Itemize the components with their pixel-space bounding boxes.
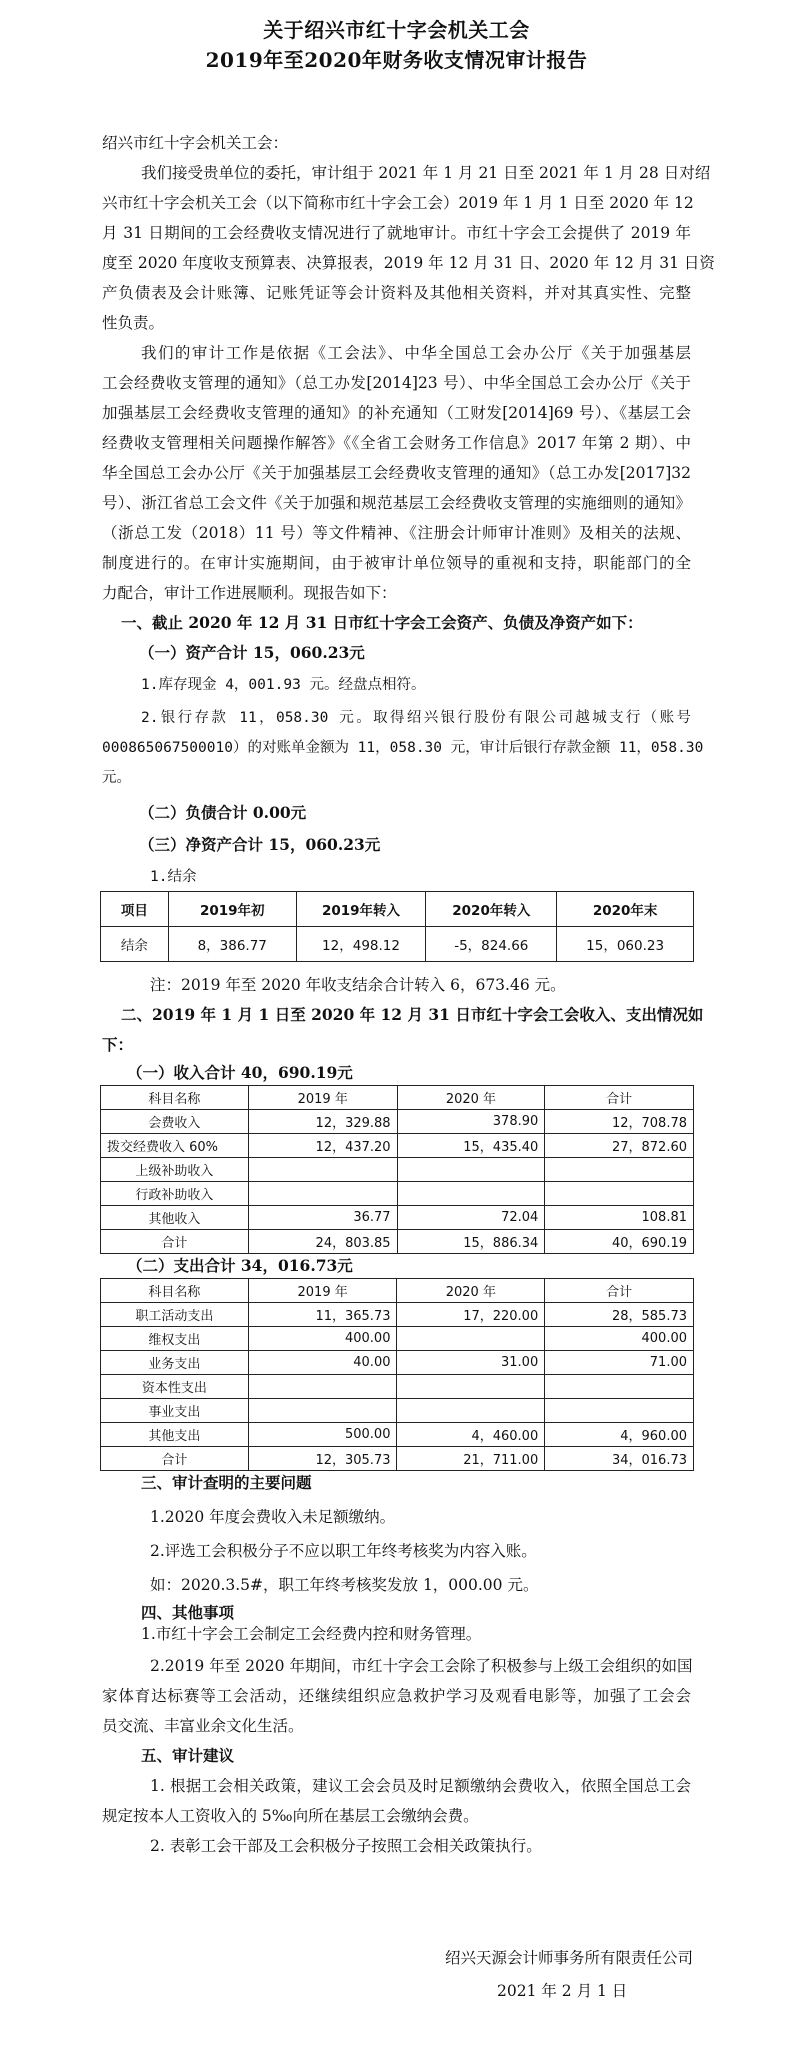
table-cell: 资本性支出 <box>101 1375 249 1399</box>
table-cell <box>545 1375 694 1399</box>
net-assets-heading: （三）净资产合计 15，060.23元 <box>139 835 381 854</box>
table-cell: 500.00 <box>248 1423 397 1447</box>
table-cell <box>397 1158 545 1182</box>
table-row <box>101 1399 694 1423</box>
section4-heading: 四、其他事项 <box>141 1603 235 1622</box>
other-item: 员交流、丰富业余文化生活。 <box>102 1717 304 1735</box>
table-row <box>101 1375 694 1399</box>
table-cell: 12，708.78 <box>545 1110 694 1134</box>
section2-heading: 二、2019 年 1 月 1 日至 2020 年 12 月 31 日市红十字会工会收入、支出情况如 <box>121 1005 704 1024</box>
table-cell: 业务支出 <box>101 1351 249 1375</box>
table-header-row <box>101 892 694 927</box>
expense-table <box>100 1278 694 1471</box>
table-row <box>101 927 694 962</box>
report-title-line2: 2019年至2020年财务收支情况审计报告 <box>205 48 588 72</box>
table-cell: 4，960.00 <box>545 1423 694 1447</box>
balance-note: 注：2019 年至 2020 年收支结余合计转入 6，673.46 元。 <box>150 976 566 994</box>
suggestion-item: 规定按本人工资收入的 5‰向所在基层工会缴纳会费。 <box>102 1807 479 1825</box>
table-row <box>101 1158 694 1182</box>
balance-table <box>100 891 694 962</box>
table-cell: 事业支出 <box>101 1399 249 1423</box>
table-cell: 其他支出 <box>101 1423 249 1447</box>
table-cell: 8，386.77 <box>168 927 296 962</box>
cash-line: 1.库存现金 4，001.93 元。经盘点相符。 <box>141 677 426 693</box>
table-cell: 会费收入 <box>101 1110 249 1134</box>
table-row <box>101 1447 694 1471</box>
table-cell <box>397 1399 545 1423</box>
table-cell: 36.77 <box>248 1206 397 1230</box>
table-cell: 行政补助收入 <box>101 1182 249 1206</box>
table-cell: 4，460.00 <box>397 1423 545 1447</box>
intro-p2-line: 加强基层工会经费收支管理的通知》的补充通知（工财发[2014]69 号）、《基层工会 <box>102 404 691 422</box>
table-row <box>101 1206 694 1230</box>
table-cell <box>545 1399 694 1423</box>
intro-p1-line: 我们接受贵单位的委托，审计组于 2021 年 1 月 21 日至 2021 年 1 月 28 日对绍 <box>141 164 711 182</box>
table-row <box>101 1134 694 1158</box>
issue-item: 2.评选工会积极分子不应以职工年终考核奖为内容入账。 <box>150 1542 537 1560</box>
table-row <box>101 1351 694 1375</box>
table-cell: 27，872.60 <box>545 1134 694 1158</box>
table-cell: 400.00 <box>545 1327 694 1351</box>
table-cell: 71.00 <box>545 1351 694 1375</box>
income-table <box>100 1085 694 1254</box>
table-cell: 72.04 <box>397 1206 545 1230</box>
table-cell <box>397 1375 545 1399</box>
table-cell <box>545 1182 694 1206</box>
table-row <box>101 1230 694 1254</box>
section3-heading: 三、审计查明的主要问题 <box>141 1473 312 1492</box>
table-cell: 40，690.19 <box>545 1230 694 1254</box>
table-header-cell: 科目名称 <box>101 1086 249 1110</box>
table-header-cell: 合计 <box>545 1279 694 1303</box>
table-cell <box>545 1158 694 1182</box>
table-header-cell: 科目名称 <box>101 1279 249 1303</box>
intro-p1-line: 性负责。 <box>102 314 165 332</box>
table-row <box>101 1110 694 1134</box>
table-cell: 职工活动支出 <box>101 1303 249 1327</box>
table-cell: 15，435.40 <box>397 1134 545 1158</box>
table-cell: 17，220.00 <box>397 1303 545 1327</box>
expense-heading: （二）支出合计 34，016.73元 <box>127 1256 353 1275</box>
table-header-cell: 2020年末 <box>557 892 694 927</box>
suggestion-item: 1. 根据工会相关政策，建议工会会员及时足额缴纳会费收入，依照全国总工会 <box>150 1777 691 1795</box>
intro-p2-line: 制度进行的。在审计实施期间，由于被审计单位领导的重视和支持，职能部门的全 <box>102 554 691 572</box>
table-cell <box>248 1375 397 1399</box>
table-cell: 108.81 <box>545 1206 694 1230</box>
intro-p2-line: （浙总工发（2018）11 号）等文件精神、《注册会计师审计准则》及相关的法规、 <box>102 524 691 542</box>
other-item: 家体育达标赛等工会活动，还继续组织应急救护学习及观看电影等，加强了工会会 <box>102 1687 691 1705</box>
table-cell <box>248 1158 397 1182</box>
intro-p1-line: 兴市红十字会机关工会（以下简称市红十字会工会）2019 年 1 月 1 日至 2020 年 12 <box>102 194 694 212</box>
table-cell: 24，803.85 <box>248 1230 397 1254</box>
table-cell: 34，016.73 <box>545 1447 694 1471</box>
table-cell: 15，886.34 <box>397 1230 545 1254</box>
report-title-line1: 关于绍兴市红十字会机关工会 <box>263 18 530 42</box>
table-cell: 12，437.20 <box>248 1134 397 1158</box>
salutation: 绍兴市红十字会机关工会： <box>102 134 289 152</box>
intro-p1-line: 度至 2020 年度收支预算表、决算报表，2019 年 12 月 31 日、2020 年 12 月 31 日资 <box>102 254 715 272</box>
table-cell: 其他收入 <box>101 1206 249 1230</box>
table-cell: -5，824.66 <box>426 927 557 962</box>
table-cell: 15，060.23 <box>557 927 694 962</box>
intro-p2-line: 经费收支管理相关问题操作解答》《《全省工会财务工作信息》2017 年第 2 期）、中 <box>102 434 691 452</box>
table-cell: 40.00 <box>248 1351 397 1375</box>
other-item: 1.市红十字会工会制定工会经费内控和财务管理。 <box>141 1625 482 1643</box>
table-cell: 维权支出 <box>101 1327 249 1351</box>
other-item: 2.2019 年至 2020 年期间，市红十字会工会除了积极参与上级工会组织的如国 <box>150 1657 693 1675</box>
table-header-cell: 2020 年 <box>397 1279 545 1303</box>
firm-name: 绍兴天源会计师事务所有限责任公司 <box>445 1949 694 1967</box>
table-cell <box>397 1327 545 1351</box>
table-header-cell: 2020 年 <box>397 1086 545 1110</box>
intro-p2-line: 我们的审计工作是依据《工会法》、中华全国总工会办公厅《关于加强基层 <box>141 344 691 362</box>
table-header-cell: 2019年初 <box>168 892 296 927</box>
table-header-cell: 项目 <box>101 892 169 927</box>
liabilities-heading: （二）负债合计 0.00元 <box>139 803 307 822</box>
section1-heading: 一、截止 2020 年 12 月 31 日市红十字会工会资产、负债及净资产如下： <box>121 613 643 632</box>
table-row <box>101 1303 694 1327</box>
table-header-cell: 2020年转入 <box>426 892 557 927</box>
table-header-cell: 2019 年 <box>248 1086 397 1110</box>
table-header-cell: 合计 <box>545 1086 694 1110</box>
intro-p2-line: 力配合，审计工作进展顺利。现报告如下： <box>102 584 397 602</box>
table-cell <box>248 1182 397 1206</box>
table-cell: 合计 <box>101 1447 249 1471</box>
intro-p1-line: 产负债表及会计账簿、记账凭证等会计资料及其他相关资料，并对其真实性、完整 <box>102 284 691 302</box>
intro-p2-line: 号）、浙江省总工会文件《关于加强和规范基层工会经费收支管理的实施细则的通知》 <box>102 494 691 512</box>
table-header-cell: 2019 年 <box>248 1279 397 1303</box>
table-cell <box>397 1182 545 1206</box>
intro-p2-line: 工会经费收支管理的通知》（总工办发[2014]23 号）、中华全国总工会办公厅《关于 <box>102 374 691 392</box>
table-cell: 结余 <box>101 927 169 962</box>
table-cell: 上级补助收入 <box>101 1158 249 1182</box>
issue-item: 1.2020 年度会费收入未足额缴纳。 <box>150 1508 396 1526</box>
table-cell: 378.90 <box>397 1110 545 1134</box>
table-header-row <box>101 1279 694 1303</box>
table-cell: 31.00 <box>397 1351 545 1375</box>
section2-heading-cont: 下： <box>102 1035 134 1054</box>
intro-p1-line: 月 31 日期间的工会经费收支情况进行了就地审计。市红十字会工会提供了 2019 年 <box>102 224 691 242</box>
table-cell: 11，365.73 <box>248 1303 397 1327</box>
section5-heading: 五、审计建议 <box>141 1746 235 1765</box>
table-cell: 21，711.00 <box>397 1447 545 1471</box>
table-cell: 28，585.73 <box>545 1303 694 1327</box>
bank-line: 元。 <box>102 770 131 786</box>
table-cell: 400.00 <box>248 1327 397 1351</box>
table-header-row <box>101 1086 694 1110</box>
table-row <box>101 1182 694 1206</box>
bank-line: 2.银行存款 11，058.30 元。取得绍兴银行股份有限公司越城支行（账号 <box>141 710 691 726</box>
balance-label: 1.结余 <box>150 869 197 885</box>
table-cell: 12，329.88 <box>248 1110 397 1134</box>
issue-example: 如：2020.3.5#，职工年终考核奖发放 1，000.00 元。 <box>150 1576 539 1594</box>
income-heading: （一）收入合计 40，690.19元 <box>127 1063 353 1082</box>
table-cell: 合计 <box>101 1230 249 1254</box>
table-row <box>101 1327 694 1351</box>
table-row <box>101 1423 694 1447</box>
suggestion-item: 2. 表彰工会干部及工会积极分子按照工会相关政策执行。 <box>150 1837 542 1855</box>
table-header-cell: 2019年转入 <box>296 892 426 927</box>
table-cell <box>248 1399 397 1423</box>
assets-heading: （一）资产合计 15，060.23元 <box>139 643 365 662</box>
intro-p2-line: 华全国总工会办公厅《关于加强基层工会经费收支管理的通知》（总工办发[2017]32 <box>102 464 691 482</box>
table-cell: 12，305.73 <box>248 1447 397 1471</box>
bank-line: 000865067500010）的对账单金额为 11，058.30 元，审计后银行存款金额 11，058.30 <box>102 740 704 756</box>
table-cell: 12，498.12 <box>296 927 426 962</box>
table-cell: 拨交经费收入 60% <box>101 1134 249 1158</box>
report-date: 2021 年 2 月 1 日 <box>497 1982 628 2000</box>
